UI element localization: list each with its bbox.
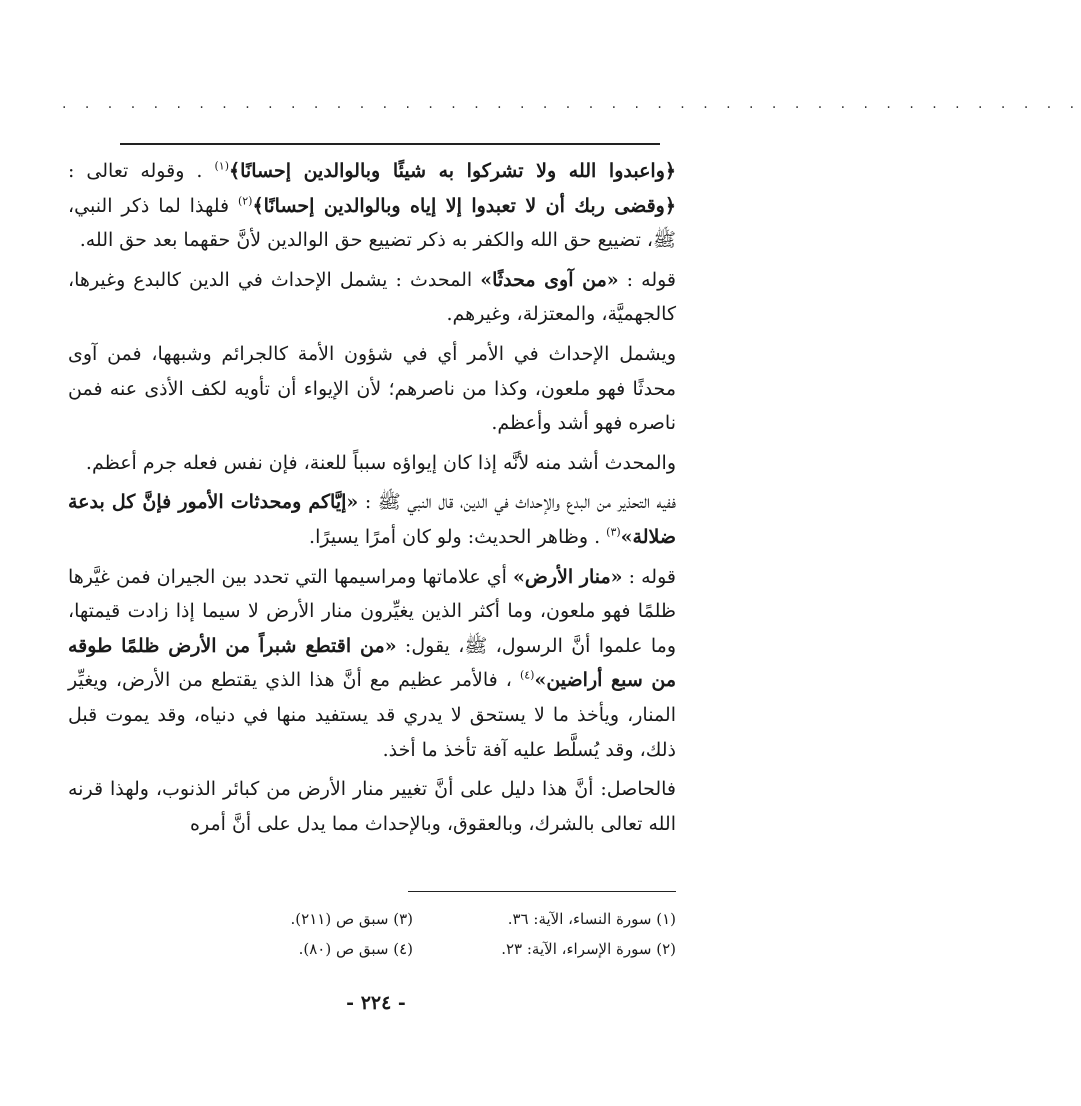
paragraph-2-text-b: المحدث : يشمل الإحداث في الدين كالبدع وغيرها، كالجهميَّة، والمعتزلة، وغيرهم. <box>68 268 676 326</box>
header-dotted-line: . . . . . . . . . . . . . . . . . . . . . . . . . . . . . . . . . . . . . . . . . . . . . <box>62 96 1081 112</box>
hadith-quote-1: «إيَّاكم ومحدثات الأمور فإنَّ كل بدعة ضلالة» <box>68 491 676 548</box>
footnote-row <box>150 904 676 934</box>
paragraph-7: فالحاصل: أنَّ هذا دليل على أنَّ تغيير منار الأرض من كبائر الذنوب، ولهذا قرنه الله تعالى بالشرك، وبالعقوق، وبالإحداث مما يدل على أنَّ أمره <box>68 778 676 835</box>
footnote-rule <box>408 891 676 892</box>
paragraph-2-text-a: قوله : <box>618 268 676 291</box>
quran-quote-2: ﴿وقضى ربك أن لا تعبدوا إلا إياه وبالوالدين إحسانًا﴾ <box>252 194 676 217</box>
footnote-row <box>150 934 676 964</box>
footnote-1: (١) سورة النساء، الآية: ٣٦. <box>507 910 676 928</box>
paragraph-2 <box>68 263 676 332</box>
main-text <box>68 154 676 846</box>
paragraph-6-text-c: ، فالأمر عظيم مع أنَّ هذا الذي يقتطع من الأرض، ويغيِّر المنار، ويأخذ ما لا يستحق لا يدري قد يستفيد منها في دنياه، وقد يموت قبل ذلك، وقد يُسلَّط عليه آفة تأخذ ما أخذ. <box>68 669 676 761</box>
footnote-ref-4: (٤) <box>519 668 535 682</box>
paragraph-5-text-b: . وظاهر الحديث: ولو كان أمرًا يسيرًا. <box>309 525 607 548</box>
paragraph-6 <box>68 560 676 768</box>
paragraph-6-text-a: قوله : <box>622 565 676 588</box>
paragraph-1 <box>68 154 676 258</box>
paragraph-1-text-a: . وقوله تعالى : <box>68 160 215 182</box>
footnote-ref-2: (٢) <box>237 194 253 208</box>
footnotes <box>150 904 676 964</box>
footnote-2: (٢) سورة الإسراء، الآية: ٢٣. <box>501 940 676 958</box>
paragraph-5-text-a: ففيه التحذير من البدع والإحداث في الدين، قال النبي ﷺ : <box>358 491 676 514</box>
paragraph-4: والمحدث أشد منه لأنَّه إذا كان إيواؤه سبباً للعنة، فإن نفس فعله جرم أعظم. <box>85 451 676 474</box>
paragraph-6-text-b: أي علاماتها ومراسيمها التي تحدد بين الجيران فمن غيَّرها ظلمًا فهو ملعون، وما أكثر الذين يغيِّرون منار الأرض لا سيما إذا زادت قيمتها، وما علموا أنَّ الرسول، ﷺ، يقول: <box>68 565 676 657</box>
paragraph-3: ويشمل الإحداث في الأمر أي في شؤون الأمة كالجرائم وشبهها، فمن آوى محدثًا فهو ملعون، وكذا من ناصرهم؛ لأن الإيواء أن تأويه لكف الأذى عنه فمن ناصره فهو أشد وأعظم. <box>68 342 676 435</box>
paragraph-1-text-b: فلهذا لما ذكر النبي، ﷺ، تضييع حق الله والكفر به ذكر تضييع حق الوالدين لأنَّ حقهما بعد حق الله. <box>68 194 676 252</box>
footnote-ref-1: (١) <box>214 159 229 173</box>
footnote-3: (٣) سبق ص (٢١١). <box>290 910 413 928</box>
header-rule <box>120 143 660 145</box>
hadith-phrase-1: «من آوى محدثًا» <box>480 268 619 291</box>
footnote-ref-3: (٣) <box>606 525 621 539</box>
quran-quote-1: ﴿واعبدوا الله ولا تشركوا به شيئًا وبالوالدين إحسانًا﴾ <box>229 160 676 182</box>
footnote-4: (٤) سبق ص (٨٠). <box>298 940 413 958</box>
hadith-quote-2: «من اقتطع شبراً من الأرض ظلمًا طوقه من سبع أراضين» <box>68 634 677 692</box>
hadith-phrase-2: «منار الأرض» <box>513 565 623 588</box>
paragraph-5 <box>68 485 676 554</box>
page-number: - ٢٢٤ - <box>346 992 406 1014</box>
